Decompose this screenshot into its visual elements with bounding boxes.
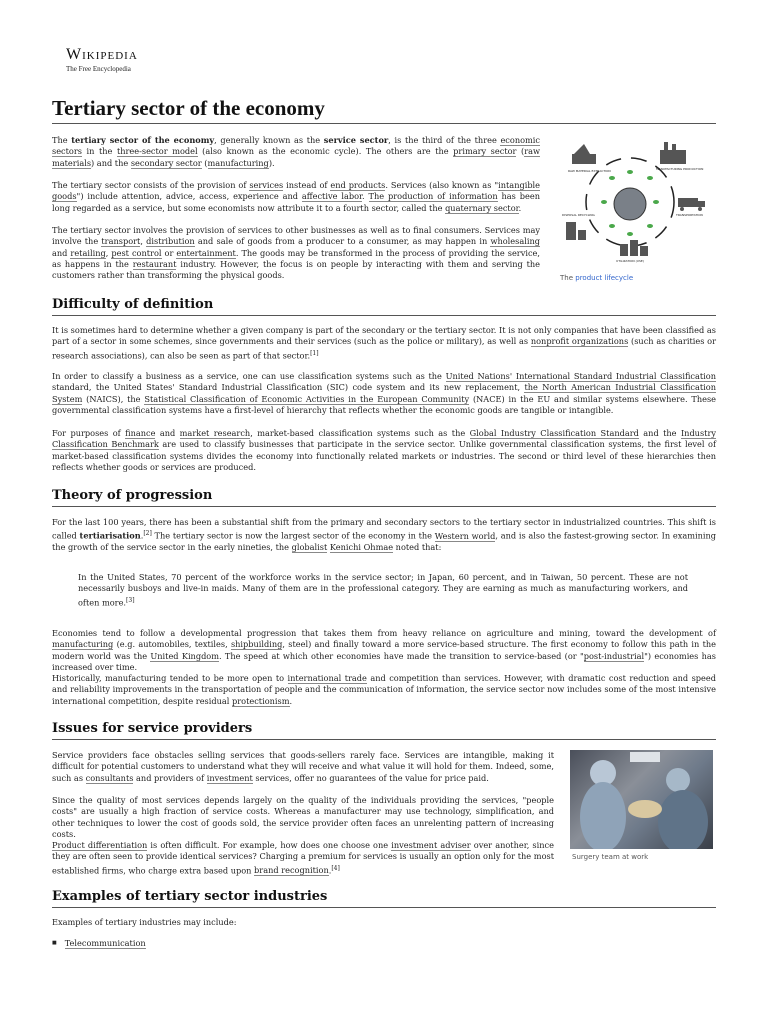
truck-icon: [678, 198, 705, 211]
link-telecommunication[interactable]: Telecommunication: [64, 938, 146, 948]
link-post-industrial[interactable]: post-industrial: [583, 650, 645, 661]
issues-paragraph-2: Since the quality of most services depends largely on the quality of the individuals providing the services, "people costs" are usually a high fraction of service costs. Whereas a manufacturer may use technology, simplification, and other techniques to lower the cost of goods sold, the service provider often faces an unrelenting pattern of increasing costs.: [52, 795, 554, 839]
link-raw-materials[interactable]: raw materials: [52, 146, 541, 168]
issues-paragraph-3: Product differentiation is often difficult. For example, how does one choose one investment adviser over another, since they are often seen to provide identical services? Charging a premium for services is usually an option only for the most established firms, who charge extra based upon brand recognition.[4]: [52, 840, 554, 876]
link-economic-sectors[interactable]: economic sectors: [52, 135, 540, 157]
link-end-products[interactable]: end products: [330, 180, 386, 190]
link-wholesaling[interactable]: wholesaling: [490, 236, 540, 247]
link-kenichi-ohmae[interactable]: Kenichi Ohmae: [329, 542, 394, 553]
leaf-icon: [609, 176, 615, 180]
link-distribution[interactable]: distribution: [146, 236, 195, 247]
link-protectionism[interactable]: protectionism: [231, 695, 290, 706]
product-lifecycle-diagram: [560, 140, 716, 266]
label-disposal-recycling: DISPOSAL RECYCLING: [562, 213, 595, 217]
city-icon: [620, 240, 648, 256]
link-product-differentiation[interactable]: Product differentiation: [52, 840, 148, 850]
link-investment-adviser[interactable]: investment adviser: [391, 840, 471, 850]
factory-icon: [660, 142, 686, 164]
label-manufacturing-production: MANUFACTURING PRODUCTION: [656, 167, 704, 171]
citation-1[interactable]: [1]: [310, 349, 319, 357]
definition-paragraph-1: It is sometimes hard to determine whether a given company is part of the secondary or the tertiary sector. It is not only companies that have been classified as part of a sector in some schemes, since governments and their services (such as the police or military), as well as nonprofit organizations (such as charities or research associations), can also be seen as part of that sector.[1]: [52, 325, 717, 361]
surgeon-body-shape: [580, 782, 626, 849]
definition-paragraph-2: In order to classify a business as a service, one can use classification systems such as the United Nations' International Standard Industrial Classification standard, the United States' Standard Industrial Classification (SIC) code system and its new replacement, the North American Industrial Classification System (NAICS), the Statistical Classification of Economic Activities in the European Community (NACE) in the EU and similar systems elsewhere. These governmental classification systems have a first-level of hierarchy that reflects whether the economic goods are tangible or intangible.: [52, 371, 717, 415]
citation-3[interactable]: [3]: [126, 596, 135, 604]
link-brand-recognition[interactable]: brand recognition: [254, 865, 329, 876]
patient-shape: [628, 800, 662, 818]
link-investment[interactable]: investment: [206, 772, 253, 783]
link-international-trade[interactable]: international trade: [287, 673, 367, 683]
label-utilization: UTILIZATION (USE): [616, 259, 644, 263]
label-transportation: TRANSPORTATION: [676, 213, 703, 217]
progression-paragraph-3: Historically, manufacturing tended to be more open to international trade and competition than services. However, with dramatic cost reduction and speed and reliability improvements in the transportation of people and the communication of information, the service sector now includes some of the most intensive international competition, despite residual protectionism.: [52, 673, 716, 706]
link-pest-control[interactable]: pest control: [111, 247, 162, 258]
heading-issues-for-service-providers: Issues for service providers: [52, 721, 716, 740]
citation-2[interactable]: [2]: [143, 530, 152, 538]
link-product-lifecycle[interactable]: product lifecycle: [575, 274, 634, 282]
figure1-caption-prefix: The: [560, 274, 576, 282]
link-gics[interactable]: Global Industry Classification Standard: [469, 428, 639, 438]
examples-intro: Examples of tertiary industries may include:: [52, 917, 237, 927]
link-finance[interactable]: finance: [125, 428, 156, 438]
page-title: Tertiary sector of the economy: [52, 96, 716, 124]
progression-paragraph-2: Economies tend to follow a developmental progression that takes them from heavy reliance on agriculture and mining, toward the development of manufacturing (e.g. automobiles, textiles, shipbuilding, steel) and finally toward a more service-based structure. The first economy to follow this path in the modern world was the United Kingdom. The speed at which other economies have made the transition to service-based (or "post-industrial") economies has increased over time.: [52, 628, 717, 672]
progression-paragraph-1: For the last 100 years, there has been a substantial shift from the primary and secondary sectors to the tertiary sector in industrialized countries. This shift is called tertiarisation.[2] The tertiary sector is now the largest sector of the economy in the Western world, and is also the fastest-growing sector. In examining the growth of the service sector in the early nineties, the globalist Kenichi Ohmae noted that:: [52, 517, 716, 553]
link-market-research[interactable]: market research: [179, 428, 251, 438]
wikipedia-logo[interactable]: [66, 46, 138, 73]
link-retailing[interactable]: retailing: [70, 247, 106, 258]
link-services[interactable]: services: [249, 180, 284, 190]
link-quaternary-sector[interactable]: quaternary sector: [445, 202, 519, 213]
intro-paragraph-3: The tertiary sector involves the provision of services to other businesses as well as to final consumers. Services may involve the transport, distribution and sale of goods from a producer to a consumer, as may happen in wholesaling and retailing, pest control or entertainment. The goods may be transformed in the process of providing the service, as happens in the restaurant industry. However, the focus is on people by interacting with them and serving the customers rather than transforming the physical goods.: [52, 225, 540, 281]
surgery-team-photo[interactable]: [570, 750, 713, 849]
intro-paragraph-1: The tertiary sector of the economy, generally known as the service sector, is the third of the three economic sectors in the three-sector model (also known as the economic cycle). The others are the primary sector (raw materials) and the secondary sector (manufacturing).: [52, 135, 541, 168]
link-un-isic[interactable]: United Nations' International Standard Industrial Classification: [445, 371, 716, 381]
link-three-sector-model[interactable]: three-sector model: [116, 146, 198, 157]
link-nace[interactable]: Statistical Classification of Economic Activities in the European Community: [144, 393, 470, 404]
surgeon-head-shape-2: [666, 768, 690, 792]
link-transport[interactable]: transport: [101, 236, 141, 247]
logo-tagline: The Free Encyclopedia: [66, 65, 131, 73]
link-united-kingdom[interactable]: United Kingdom: [150, 650, 220, 661]
link-naics[interactable]: the North American Industrial Classification System: [52, 382, 716, 404]
link-affective-labor[interactable]: affective labor: [301, 191, 363, 202]
link-globalist[interactable]: globalist: [291, 542, 328, 553]
link-manufacturing-2[interactable]: manufacturing: [52, 639, 114, 650]
link-manufacturing[interactable]: manufacturing: [207, 157, 269, 168]
link-nonprofit-organizations[interactable]: nonprofit organizations: [530, 336, 629, 347]
link-western-world[interactable]: Western world: [434, 531, 496, 542]
surgical-light-shape: [630, 752, 660, 762]
link-consultants[interactable]: consultants: [85, 772, 134, 783]
logo-wordmark: Wikipedia: [66, 46, 138, 63]
issues-paragraph-1: Service providers face obstacles selling services that goods-sellers rarely face. Services are intangible, making it difficult for potential customers to understand what they will receive and what value it will hold for them. Indeed, some, such as consultants and providers of investment services, offer no guarantees of the value for price paid.: [52, 750, 554, 783]
label-raw-material-extraction: RAW MATERIAL EXTRACTION: [568, 169, 611, 173]
heading-difficulty-of-definition: Difficulty of definition: [52, 297, 716, 316]
link-icb[interactable]: Industry Classification Benchmark: [52, 428, 716, 450]
definition-paragraph-3: For purposes of finance and market research, market-based classification systems such as the Global Industry Classification Standard and the Industry Classification Benchmark are used to classify businesses that participate in the service sector. Unlike governmental classification systems, the first level of market-based classification systems divides the economy into functionally related markets or industries. The second or third level of these hierarchies then reflects whether goods or services are produced.: [52, 428, 716, 472]
surgeon-body-shape-2: [658, 790, 708, 849]
figure2-caption: Surgery team at work: [572, 853, 649, 861]
link-production-of-information[interactable]: The production of information: [368, 191, 498, 202]
link-intangible-goods[interactable]: intangible goods: [52, 180, 541, 202]
product-lifecycle-figure[interactable]: [560, 140, 716, 290]
citation-4[interactable]: [4]: [331, 864, 340, 872]
examples-list: [60, 938, 146, 948]
intro-paragraph-2: The tertiary sector consists of the provision of services instead of end products. Services (also known as "intangible goods") include attention, advice, access, experience and affective labor. The production of information has been long regarded as a service, but some economists now attribute it to a fourth sector, called the quaternary sector.: [52, 180, 541, 213]
heading-examples: Examples of tertiary sector industries: [52, 889, 716, 908]
link-restaurant[interactable]: restaurant: [132, 258, 177, 269]
figure1-caption: [560, 274, 633, 282]
ohmae-quote: In the United States, 70 percent of the workforce works in the service sector; in Japan, 60 percent, and in Taiwan, 50 percent. These are not necessarily busboys and live-in maids. Many of them are in the professional category. They are earning as much as manufacturing workers, and often more.[3]: [78, 572, 688, 608]
list-item: [60, 938, 146, 948]
link-shipbuilding[interactable]: shipbuilding: [230, 639, 283, 650]
mining-icon: [572, 144, 596, 164]
link-secondary-sector[interactable]: secondary sector: [130, 157, 202, 168]
link-entertainment[interactable]: entertainment: [176, 247, 236, 258]
heading-theory-of-progression: Theory of progression: [52, 488, 716, 507]
recycling-icon: [566, 222, 586, 240]
link-primary-sector[interactable]: primary sector: [453, 146, 517, 157]
